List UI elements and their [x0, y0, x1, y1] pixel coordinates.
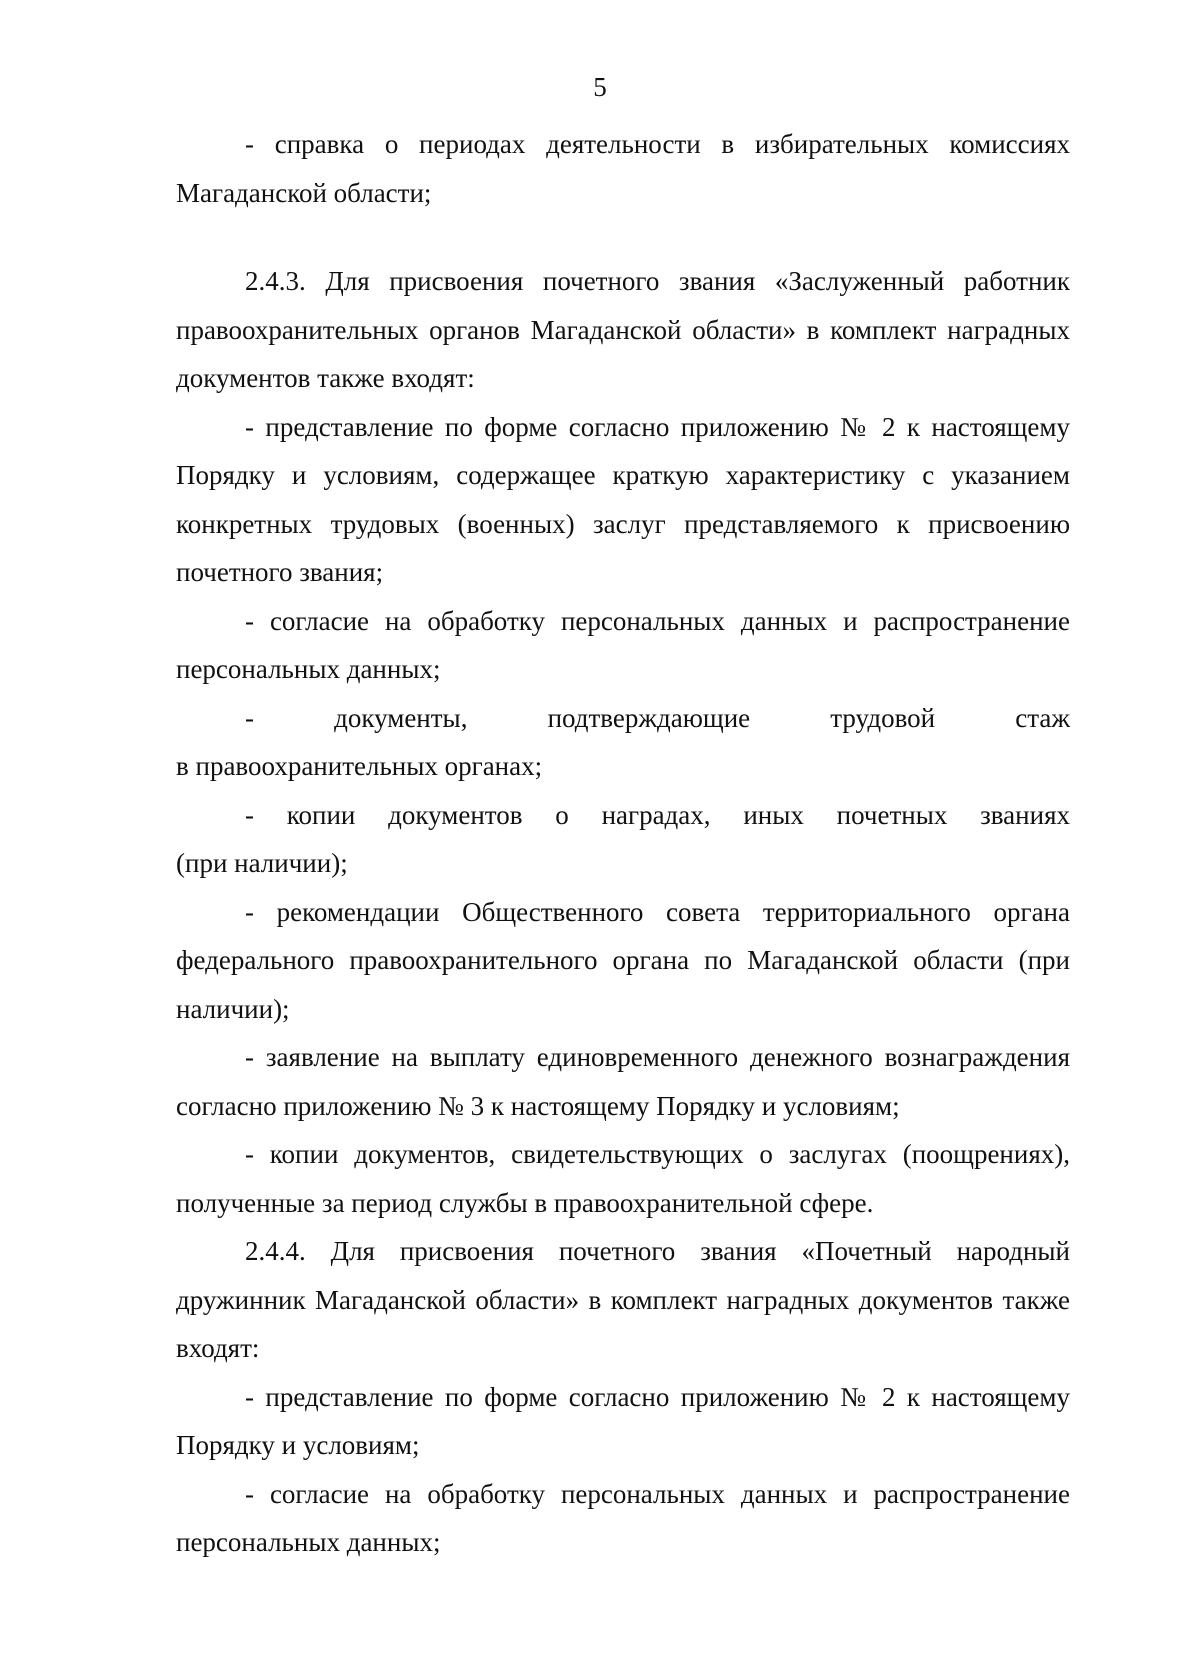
word: иных	[743, 799, 804, 830]
paragraph-award-copies	[176, 791, 1070, 888]
word: -	[245, 702, 254, 733]
paragraph-personal-data-consent: - согласие на обработку персональных данных и распространение персональных данных;	[176, 605, 1070, 684]
paragraph-personal-data-consent-2: - согласие на обработку персональных данных и распространение персональных данных;	[176, 1478, 1070, 1557]
word: наградах,	[601, 799, 711, 830]
word: подтверждающие	[547, 702, 751, 733]
word: документов	[388, 799, 523, 830]
word: о	[555, 799, 569, 830]
paragraph-2-4-3-heading: 2.4.3. Для присвоения почетного звания «Заслуженный работник правоохранительных органов Магаданской области» в комплект наградных документов также входят:	[176, 266, 1070, 393]
word: званиях	[980, 799, 1070, 830]
paragraph-submission-form: - представление по форме согласно приложению № 2 к настоящему Порядку и условиям, содержащее краткую характеристику с указанием конкретных трудовых (военных) заслуг представляемого к присвоению почетного звания;	[176, 411, 1070, 587]
line-award-copies-continuation: (при наличии);	[176, 848, 348, 878]
line-service-record-continuation: в правоохранительных органах;	[176, 751, 543, 781]
paragraph-merit-documents: - копии документов, свидетельствующих о заслугах (поощрениях), полученные за период службы в правоохранительной сфере.	[176, 1139, 1070, 1218]
paragraph-public-council-recommendations: - рекомендации Общественного совета территориального органа федерального правоохранительного органа по Магаданской области (при наличии);	[176, 896, 1070, 1024]
page-number: 5	[593, 72, 607, 102]
paragraph-submission-form-2: - представление по форме согласно приложению № 2 к настоящему Порядку и условиям;	[176, 1381, 1070, 1460]
word: почетных	[836, 799, 948, 830]
word: трудовой	[830, 702, 936, 733]
paragraph-2-4-4-heading: 2.4.4. Для присвоения почетного звания «Почетный народный дружинник Магаданской области» в комплект наградных документов также входят:	[176, 1236, 1070, 1363]
paragraph-service-record-documents	[176, 694, 1070, 791]
word: -	[245, 799, 254, 830]
paragraph-election-certificate: - справка о периодах деятельности в избирательных комиссиях Магаданской области;	[176, 129, 1070, 208]
spread-line-service-record	[176, 694, 1070, 743]
document-body	[176, 120, 1070, 1567]
word: стаж	[1015, 702, 1070, 733]
spread-line-award-copies	[176, 791, 1070, 840]
word: документы,	[334, 702, 468, 733]
word: копии	[286, 799, 356, 830]
paragraph-payment-application: - заявление на выплату единовременного денежного вознаграждения согласно приложению № 3 к настоящему Порядку и условиям;	[176, 1042, 1070, 1121]
